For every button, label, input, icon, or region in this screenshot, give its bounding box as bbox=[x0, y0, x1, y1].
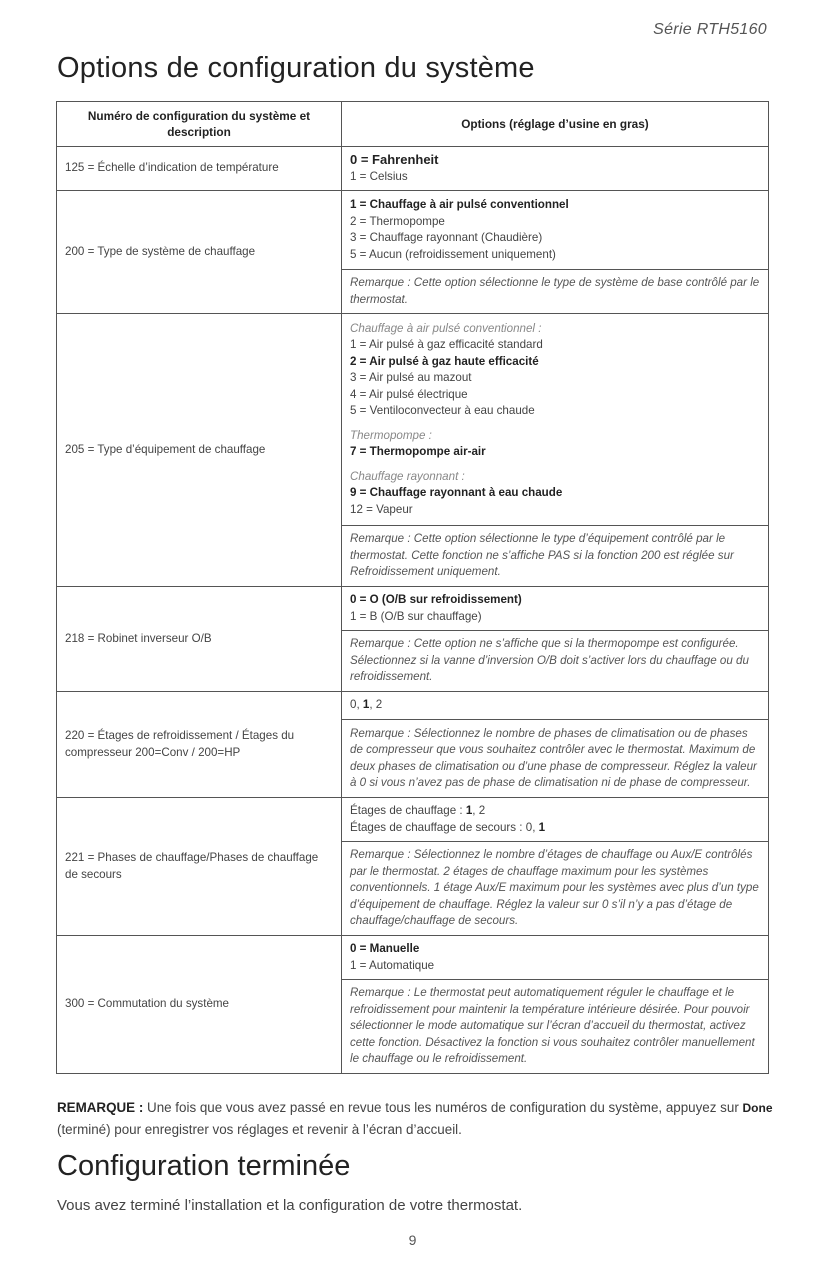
row-description: 220 = Étages de refroidissement / Étages du compresseur 200=Conv / 200=HP bbox=[57, 692, 342, 798]
row-description: 205 = Type d’équipement de chauffage bbox=[57, 314, 342, 587]
option: 3 = Air pulsé au mazout bbox=[350, 371, 472, 385]
header-description: Numéro de configuration du système et description bbox=[57, 102, 342, 147]
value-text: , 2 bbox=[369, 698, 383, 712]
option: 5 = Aucun (refroidissement uniquement) bbox=[350, 247, 556, 261]
option-default: 2 = Air pulsé à gaz haute efficacité bbox=[350, 354, 539, 368]
row-remark: Remarque : Cette option sélectionne le type de système de base contrôlé par le thermostat. bbox=[342, 270, 769, 314]
option: 1 = Automatique bbox=[350, 958, 435, 972]
section-text: Vous avez terminé l’installation et la configuration de votre thermostat. bbox=[57, 1197, 523, 1214]
table-row bbox=[57, 692, 769, 720]
option-default: 0 = O (O/B sur refroidissement) bbox=[350, 593, 522, 606]
option-default: 0 = Manuelle bbox=[350, 942, 420, 955]
option: 2 = Thermopompe bbox=[350, 214, 445, 228]
row-remark: Remarque : Cette option sélectionne le type d’équipement contrôlé par le thermostat. Cette fonction ne s’affiche PAS si la fonction 200 est réglée sur Refroidissement uniquement. bbox=[342, 526, 769, 587]
note-label: REMARQUE : bbox=[57, 1100, 144, 1115]
row-description: 300 = Commutation du système bbox=[57, 936, 342, 1074]
table-row bbox=[57, 798, 769, 842]
remark-note bbox=[57, 1097, 777, 1140]
option-group bbox=[350, 428, 760, 461]
option-default: 1 = Chauffage à air pulsé conventionnel bbox=[350, 198, 569, 211]
row-options bbox=[342, 314, 769, 526]
option-group bbox=[350, 469, 760, 519]
option-line bbox=[350, 820, 760, 837]
value-text: 0, bbox=[350, 698, 363, 712]
page-number: 9 bbox=[408, 1232, 417, 1248]
option-default: 7 = Thermopompe air-air bbox=[350, 445, 486, 459]
value-text: Étages de chauffage de secours : 0, bbox=[350, 820, 539, 834]
note-text: (terminé) pour enregistrer vos réglages et revenir à l’écran d’accueil. bbox=[57, 1122, 462, 1137]
option: 12 = Vapeur bbox=[350, 502, 413, 516]
row-options bbox=[342, 191, 769, 270]
value-default: 1 bbox=[538, 820, 546, 834]
table-row bbox=[57, 191, 769, 270]
option: 1 = Air pulsé à gaz efficacité standard bbox=[350, 338, 543, 352]
value-text: Étages de chauffage : bbox=[350, 804, 466, 817]
option-line bbox=[350, 803, 760, 820]
row-description: 221 = Phases de chauffage/Phases de chauffage de secours bbox=[57, 798, 342, 936]
header-options: Options (réglage d’usine en gras) bbox=[342, 102, 769, 147]
row-options bbox=[342, 936, 769, 980]
option-group bbox=[350, 321, 760, 420]
row-description: 125 = Échelle d’indication de température bbox=[57, 147, 342, 191]
row-remark: Remarque : Sélectionnez le nombre de phases de climatisation ou de phases de compresseur que vous souhaitez contrôler avec le thermostat. Maximum de deux phases de climatisation ou d’une phase de compresseur. Réglez la valeur à 0 si vous n’avez pas de phase de climatisation ni de phase de compresseur. bbox=[342, 720, 769, 798]
row-remark: Remarque : Le thermostat peut automatiquement réguler le chauffage et le refroidissement pour maintenir la température intérieure désirée. Pour pouvoir sélectionner le mode automatique sur l’écran d’accueil du thermostat, activez cette fonction. Désactivez la fonction si vous souhaitez contrôler manuellement le chauffage ou le refroidissement. bbox=[342, 980, 769, 1074]
table-header-row bbox=[57, 102, 769, 147]
table-row bbox=[57, 936, 769, 980]
option: 1 = Celsius bbox=[350, 169, 408, 183]
option-group-label: Chauffage à air pulsé conventionnel : bbox=[350, 321, 542, 335]
row-remark: Remarque : Sélectionnez le nombre d’étages de chauffage ou Aux/E contrôlés par le thermostat. 2 étages de chauffage maximum pour les systèmes conventionnels. 1 étage Aux/E maximum pour les systèmes avec plus d’un type d’équipement de chauffage. Réglez la valeur sur 0 s’il n’y a pas d’étage de chauffage/chauffage de secours. bbox=[342, 842, 769, 936]
row-options bbox=[342, 798, 769, 842]
table-row bbox=[57, 314, 769, 526]
row-options bbox=[342, 147, 769, 191]
option: 4 = Air pulsé électrique bbox=[350, 387, 468, 401]
row-description: 218 = Robinet inverseur O/B bbox=[57, 587, 342, 692]
option-group-label: Chauffage rayonnant : bbox=[350, 469, 465, 483]
series-label: Série RTH5160 bbox=[653, 21, 767, 38]
value-text: , 2 bbox=[472, 804, 486, 817]
page-title: Options de configuration du système bbox=[57, 52, 535, 84]
option: 5 = Ventiloconvecteur à eau chaude bbox=[350, 404, 535, 418]
table-row bbox=[57, 587, 769, 631]
option: 3 = Chauffage rayonnant (Chaudière) bbox=[350, 231, 543, 244]
done-label: Done bbox=[742, 1101, 773, 1115]
value-default: 1 bbox=[465, 804, 473, 817]
option-default: 9 = Chauffage rayonnant à eau chaude bbox=[350, 486, 563, 500]
row-options bbox=[342, 587, 769, 631]
option-group-label: Thermopompe : bbox=[350, 428, 432, 442]
row-options bbox=[342, 692, 769, 720]
table-row bbox=[57, 147, 769, 191]
row-remark: Remarque : Cette option ne s’affiche que si la thermopompe est configurée. Sélectionnez si la vanne d’inversion O/B doit s’activer lors du chauffage ou du refroidissement. bbox=[342, 631, 769, 692]
option-default: 0 = Fahrenheit bbox=[350, 152, 439, 167]
row-description: 200 = Type de système de chauffage bbox=[57, 191, 342, 314]
note-text: Une fois que vous avez passé en revue tous les numéros de configuration du système, appuyez sur bbox=[143, 1100, 743, 1115]
config-table bbox=[56, 101, 769, 1074]
option: 1 = B (O/B sur chauffage) bbox=[350, 609, 482, 623]
value-default: 1 bbox=[362, 698, 370, 712]
section-title: Configuration terminée bbox=[57, 1150, 351, 1182]
